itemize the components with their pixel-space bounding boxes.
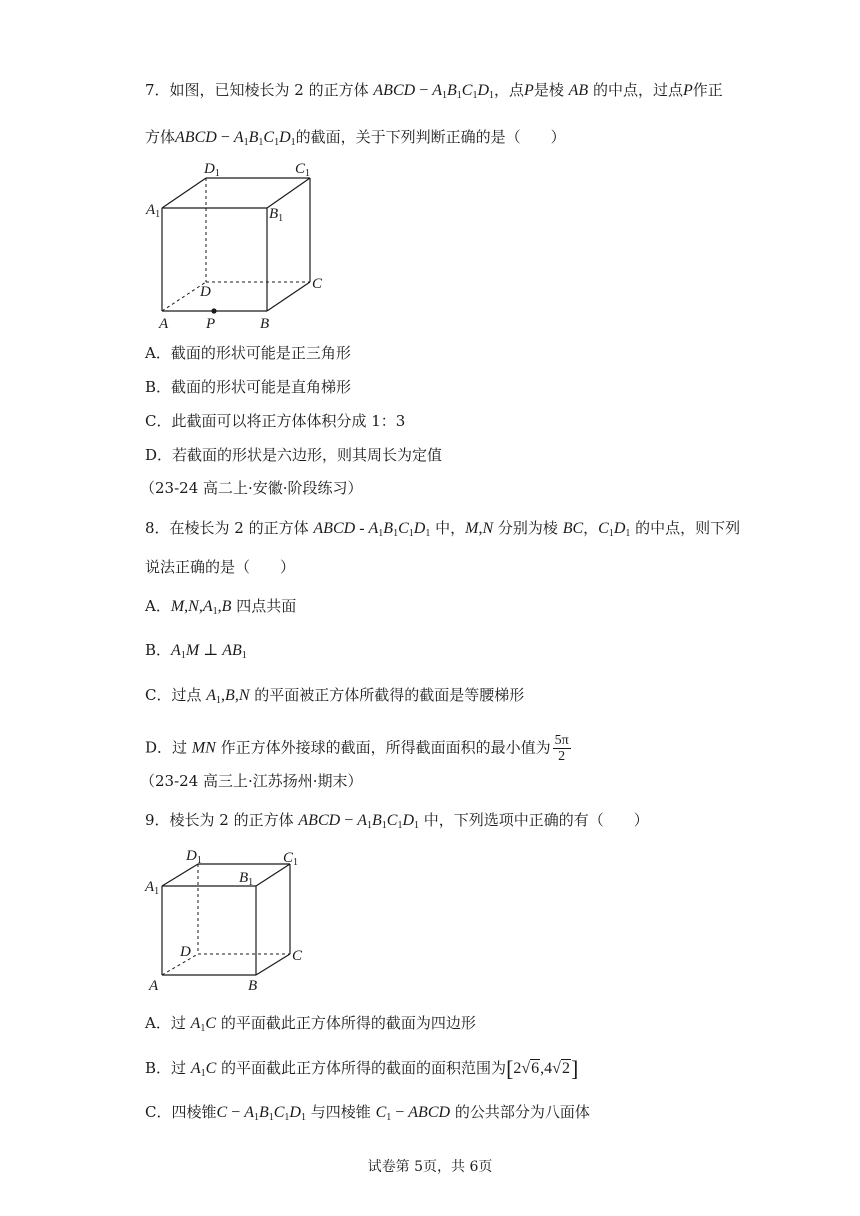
cube-figure-q9: [142, 840, 312, 1000]
q7-option-b: B．截面的形状可能是直角梯形: [145, 378, 352, 396]
svg-text:C: C: [312, 276, 323, 292]
svg-text:B1: $B_1$: [269, 206, 284, 224]
q8-stem-line2: 说法正确的是（ ）: [145, 558, 296, 576]
q9-option-b: B．过 $A_1C$ 的平面截此正方体所得的截面的面积范围为[2√6,4√2]: [145, 1056, 579, 1081]
q7-option-a: A．截面的形状可能是正三角形: [145, 344, 351, 362]
q9-option-a: A．过 $A_1C$ 的平面截此正方体所得的截面为四边形: [145, 1014, 476, 1034]
fraction-five-pi-over-two: $\frac{5\pi}{2}$: [554, 733, 569, 764]
svg-text:C1: $C_1$: [283, 850, 299, 868]
svg-text:B: B: [260, 316, 270, 332]
svg-text:B: B: [248, 978, 258, 994]
q9-stem-line1: 9．棱长为 2 的正方体 ABCD − $A_1B_1C_1D_1$ 中，下列选项中正确的有（ ）: [145, 811, 649, 831]
q8-option-b: B．$A_1M$ ⊥ $AB_1$: [145, 641, 247, 661]
page-footer: 试卷第 5页，共 6页: [367, 1159, 493, 1175]
svg-text:A: A: [159, 316, 169, 332]
q8-option-a: A．$M,N,A_1,B$ 四点共面: [145, 597, 297, 617]
svg-text:A1: $A_1$: [146, 202, 161, 220]
svg-text:C: C: [292, 948, 303, 964]
q7-stem-line2: 方体ABCD − $A_1B_1C_1D_1$的截面，关于下列判断正确的是（ ）: [145, 128, 566, 148]
cube-figure-q7: [140, 156, 340, 336]
q9-option-c: C．四棱锥$C - A_1B_1C_1D_1$ 与四棱锥 $C_1$ − ABCD 的公共部分为八面体: [145, 1103, 590, 1123]
svg-text:D: D: [180, 944, 191, 960]
svg-text:A: A: [149, 978, 159, 994]
svg-text:B1: $B_1$: [239, 870, 254, 888]
svg-text:P: P: [206, 316, 216, 332]
q7-stem-line1: 7．如图，已知棱长为 2 的正方体 ABCD − $A_1B_1C_1D_1$，点P是棱 AB 的中点，过点P作正: [145, 81, 723, 101]
svg-text:D1: $D_1$: [186, 848, 202, 866]
q7-option-c: C．此截面可以将正方体体积分成 1：3: [145, 412, 406, 430]
q8-option-d: D．过 MN 作正方体外接球的截面，所得截面面积的最小值为 $\frac{5\pi}{2}$: [145, 733, 569, 764]
svg-text:C1: $C_1$: [295, 161, 311, 179]
svg-text:D1: $D_1$: [204, 161, 220, 179]
svg-text:D: D: [200, 284, 211, 300]
q8-option-c: C．过点 $A_1,B,N$ 的平面被正方体所截得的截面是等腰梯形: [145, 686, 525, 706]
q8-stem-line1: 8．在棱长为 2 的正方体 ABCD - $A_1B_1C_1D_1$ 中，M,N 分别为棱 BC，$C_1D_1$ 的中点，则下列: [145, 519, 741, 539]
source-note-1: （23-24 高二上·安徽·阶段练习）: [140, 479, 363, 497]
q7-option-d: D．若截面的形状是六边形，则其周长为定值: [145, 446, 443, 464]
source-note-2: （23-24 高三上·江苏扬州·期末）: [140, 772, 363, 790]
svg-text:A1: $A_1$: [145, 879, 160, 897]
